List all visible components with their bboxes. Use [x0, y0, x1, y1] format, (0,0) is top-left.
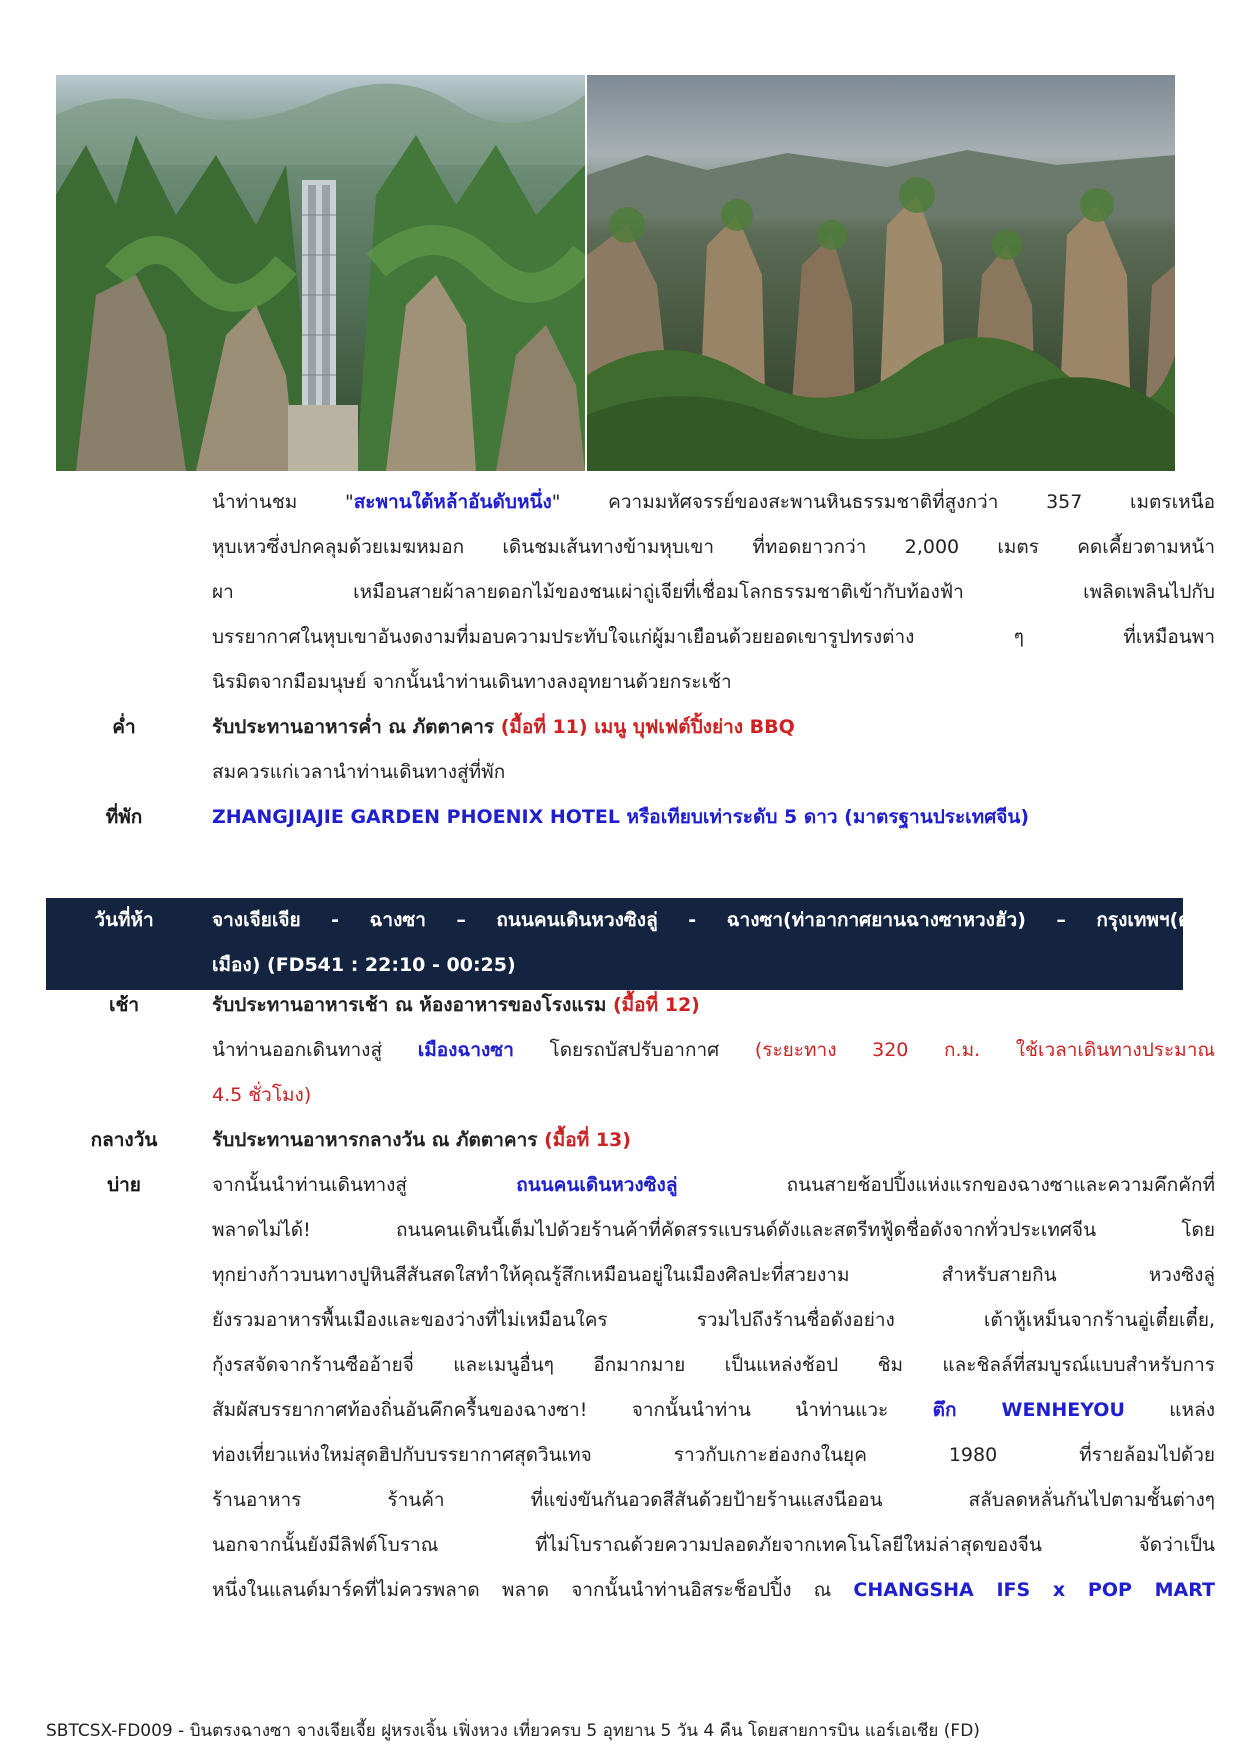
breakfast-meal: (มื้อที่ 12) [612, 994, 700, 1016]
lunch-label: กลางวัน [90, 1129, 158, 1151]
afternoon-label: บ่าย [107, 1174, 141, 1196]
breakfast-text: รับประทานอาหารเช้า ณ ห้องอาหารของโรงแรม [212, 994, 613, 1016]
dinner-meal: (มื้อที่ 11) เมนู บุฟเฟต์ปิ้งย่าง BBQ [500, 716, 795, 738]
afternoon-paragraph: จากนั้นนำท่านเดินทางสู่ ถนนคนเดินหวงซิงลู่ ถนนสายช้อปปิ้งแห่งแรกของฉางซาและความคึกคักที่ พลาดไม่ได้! ถนนคนเดินนี้เต็มไปด้วยร้านค้าที่คัดสรรแบรนด์ดังและสตรีทฟู้ดชื่อดังจากทั่วประเทศจีน โดย ทุกย่างก้าวบนทางปูหินสีสันสดใสทำให้คุณรู้สึกเหมือนอยู่ในเมืองศิลปะที่สวยงาม สำหรับสายกิน หวงซิงลู่ ยังรวมอาหารพื้นเมืองและของว่างที่ไม่เหมือนใคร รวมไปถึงร้านชื่อดังอย่าง เต้าหู้เหม็นจากร้านอู่เตี๋ยเตี๋ย, กุ้งรสจัดจากร้านซืออ้ายจี่ และเมนูอื่นๆ อีกมากมาย เป็นแหล่งช้อป ชิม และชิลล์ที่สมบูรณ์แบบสำหรับการ สัมผัสบรรยากาศท้องถิ่นอันคึกครื้นของฉางซา! จากนั้นนำท่าน นำท่านแวะ ตึก WENHEYOU แหล่ง ท่องเที่ยวแห่งใหม่สุดฮิปกับบรรยากาศสุดวินเทจ ราวกับเกาะฮ่องกงในยุค 1980 ที่รายล้อมไปด้วย ร้านอาหาร ร้านค้า ที่แข่งขันกันอวดสีสันด้วยป้ายร้านแสงนีออน สลับลดหลั่นกันไปตามชั้นต่างๆ นอกจากนั้นยังมีลิฟต์โบราณ ที่ไม่โบราณด้วยความปลอดภัยจากเทคโนโลยีใหม่ล่าสุดของจีน จัดว่าเป็น หนึ่งในแลนด์มาร์คที่ไม่ควรพลาด พลาด จากนั้นนำท่านอิสระช็อปปิ้ง ณ CHANGSHA IFS x POP MART [212, 1174, 1215, 1601]
hotel-label: ที่พัก [105, 806, 143, 828]
hotel-name: ZHANGJIAJIE GARDEN PHOENIX HOTEL หรือเทียบเท่าระดับ 5 ดาว (มาตรฐานประเทศจีน) [212, 806, 1030, 828]
day5-title-line: เมือง) (FD541 : 22:10 - 00:25) [212, 954, 516, 976]
ifs-popmart-name: CHANGSHA IFS x POP MART [853, 1579, 1215, 1601]
day5-title-line: จางเจียเจีย - ฉางซา – ถนนคนเดินหวงซิงลู่ - ฉางซา(ท่าอากาศยานฉางซาหวงฮัว) – กรุงเทพฯ(ดอน [212, 909, 1215, 931]
changsha-city: เมืองฉางซา [417, 1039, 514, 1061]
glass-elevator-cliff-photo [56, 75, 585, 471]
dinner-note: สมควรแก่เวลานำท่านเดินทางสู่ที่พัก [212, 761, 506, 783]
afternoon-line: นอกจากนั้นยังมีลิฟต์โบราณ ที่ไม่โบราณด้วยความปลอดภัยจากเทคโนโลยีใหม่ล่าสุดของจีน จัดว่าเป็น [212, 1534, 1215, 1556]
afternoon-line: กุ้งรสจัดจากร้านซืออ้ายจี่ และเมนูอื่นๆ อีกมากมาย เป็นแหล่งช้อป ชิม และชิลล์ที่สมบูรณ์แบบสำหรับการ [212, 1354, 1215, 1376]
intro-line: นำท่านชม "สะพานใต้หล้าอันดับหนึ่ง" ความมหัศจรรย์ของสะพานหินธรรมชาติที่สูงกว่า 357 เมตรเหนือ [212, 491, 1215, 513]
afternoon-line: ทุกย่างก้าวบนทางปูหินสีสันสดใสทำให้คุณรู้สึกเหมือนอยู่ในเมืองศิลปะที่สวยงาม สำหรับสายกิน หวงซิงลู่ [212, 1264, 1215, 1286]
day5-label: วันที่ห้า [94, 909, 154, 931]
day5-header [46, 898, 1215, 990]
sandstone-pillar-forest-photo [587, 75, 1175, 471]
dinner-label: ค่ำ [112, 716, 136, 738]
lunch-text: รับประทานอาหารกลางวัน ณ ภัตตาคาร [212, 1129, 545, 1151]
page-footer: SBTCSX-FD009 - บินตรงฉางซา จางเจียเจี้ย ฝูหรงเจิ้น เฟิ่งหวง เที่ยวครบ 5 อุทยาน 5 วัน 4 คืน โดยสายการบิน แอร์เอเชีย (FD) [46, 1721, 980, 1741]
afternoon-line: ร้านอาหาร ร้านค้า ที่แข่งขันกันอวดสีสันด้วยป้ายร้านแสงนีออน สลับลดหลั่นกันไปตามชั้นต่างๆ [212, 1489, 1215, 1511]
bridge-highlight: สะพานใต้หล้าอันดับหนึ่ง [353, 491, 552, 513]
intro-line: นิรมิตจากมือมนุษย์ จากนั้นนำท่านเดินทางลงอุทยานด้วยกระเช้า [212, 671, 732, 693]
dinner-text: รับประทานอาหารค่ำ ณ ภัตตาคาร [212, 716, 501, 738]
wenheyou-name: ตึก WENHEYOU [932, 1399, 1125, 1421]
walking-street-name: ถนนคนเดินหวงซิงลู่ [516, 1174, 678, 1196]
intro-line: ผา เหมือนสายผ้าลายดอกไม้ของชนเผ่าถู่เจียที่เชื่อมโลกธรรมชาติเข้ากับท้องฟ้า เพลิดเพลินไปกับ [212, 581, 1215, 603]
intro-paragraph [212, 480, 1215, 705]
intro-line: หุบเหวซึ่งปกคลุมด้วยเมฆหมอก เดินชมเส้นทางข้ามหุบเขา ที่ทอดยาวกว่า 2,000 เมตร คดเคี้ยวตามหน้า [212, 536, 1215, 558]
intro-line: บรรยากาศในหุบเขาอันงดงามที่มอบความประทับใจแก่ผู้มาเยือนด้วยยอดเขารูปทรงต่าง ๆ ที่เหมือนพา [212, 626, 1215, 648]
travel-time-note: 4.5 ชั่วโมง) [212, 1084, 312, 1106]
afternoon-line: พลาดไม่ได้! ถนนคนเดินนี้เต็มไปด้วยร้านค้าที่คัดสรรแบรนด์ดังและสตรีทฟู้ดชื่อดังจากทั่วประเทศจีน โดย [212, 1219, 1215, 1241]
afternoon-line: ยังรวมอาหารพื้นเมืองและของว่างที่ไม่เหมือนใคร รวมไปถึงร้านชื่อดังอย่าง เต้าหู้เหม็นจากร้านอู่เตี๋ยเตี๋ย, [212, 1309, 1215, 1331]
afternoon-line: ท่องเที่ยวแห่งใหม่สุดฮิปกับบรรยากาศสุดวินเทจ ราวกับเกาะฮ่องกงในยุค 1980 ที่รายล้อมไปด้วย [212, 1444, 1215, 1466]
breakfast-label: เช้า [108, 994, 140, 1016]
lunch-meal: (มื้อที่ 13) [544, 1129, 631, 1151]
travel-distance-note: (ระยะทาง 320 ก.ม. ใช้เวลาเดินทางประมาณ [754, 1039, 1216, 1061]
